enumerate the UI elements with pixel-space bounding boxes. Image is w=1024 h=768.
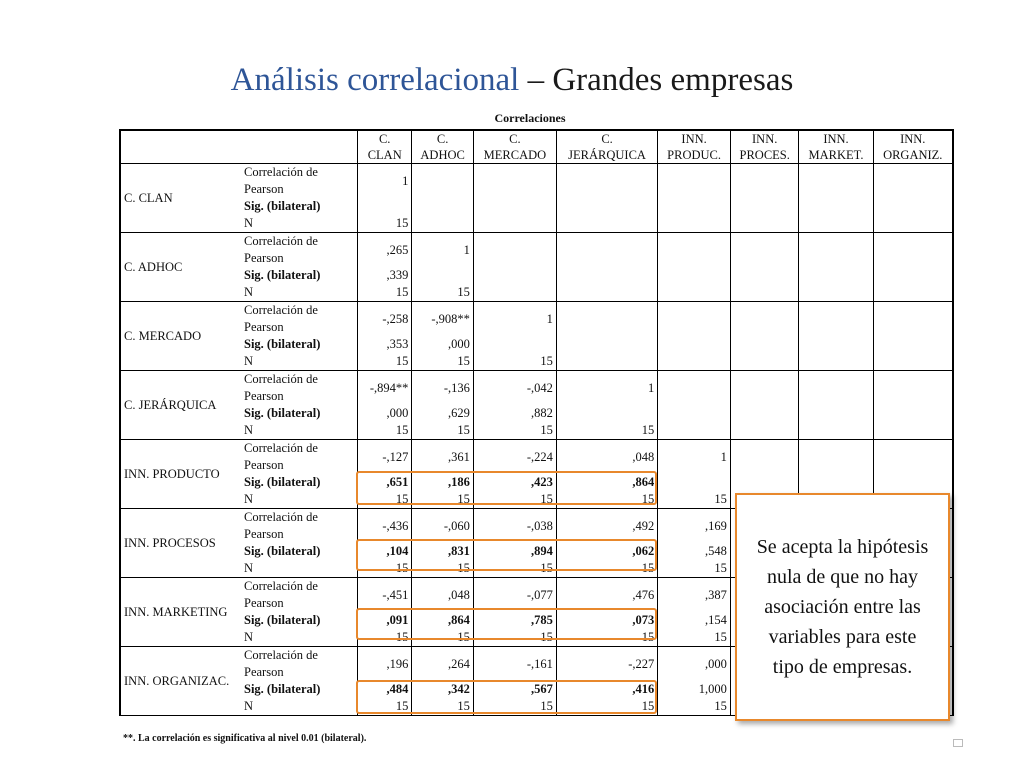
cell-value [730, 440, 799, 475]
cell-value: 15 [556, 422, 657, 440]
cell-value: ,048 [556, 440, 657, 475]
cell-value [873, 284, 953, 302]
cell-value [473, 164, 556, 199]
cell-value: ,000 [358, 405, 412, 422]
cell-value: ,000 [412, 336, 473, 353]
column-header [658, 130, 731, 164]
column-header-line: JERÁRQUICA [568, 148, 646, 162]
cell-value: ,629 [412, 405, 473, 422]
cell-value [799, 474, 873, 491]
cell-value: 1 [412, 233, 473, 268]
cell-value: 15 [556, 698, 657, 716]
cell-value [556, 353, 657, 371]
cell-value: ,476 [556, 578, 657, 613]
cell-value: ,073 [556, 612, 657, 629]
column-header-line: INN. [752, 132, 778, 146]
cell-value [873, 336, 953, 353]
table-row [120, 284, 953, 302]
cell-value: ,361 [412, 440, 473, 475]
table-row [120, 198, 953, 215]
cell-value [799, 440, 873, 475]
column-header-line: MERCADO [483, 148, 547, 162]
cell-value [730, 164, 799, 199]
cell-value: 15 [412, 353, 473, 371]
cell-value: -,077 [473, 578, 556, 613]
cell-value [873, 422, 953, 440]
cell-value: ,785 [473, 612, 556, 629]
cell-value [412, 267, 473, 284]
cell-value [799, 198, 873, 215]
row-label: INN. ORGANIZAC. [120, 647, 241, 716]
cell-value: 15 [473, 422, 556, 440]
stat-label: Sig. (bilateral) [241, 405, 358, 422]
cell-value: ,264 [412, 647, 473, 682]
row-label: INN. PROCESOS [120, 509, 241, 578]
column-header [473, 130, 556, 164]
table-row [120, 353, 953, 371]
cell-value: 15 [358, 422, 412, 440]
cell-value [873, 474, 953, 491]
cell-value [556, 164, 657, 199]
cell-value [873, 233, 953, 268]
cell-value [730, 353, 799, 371]
table-row [120, 440, 953, 475]
cell-value [358, 198, 412, 215]
column-header-line: CLAN [367, 148, 402, 162]
column-header-line: C. [509, 132, 521, 146]
cell-value [658, 474, 731, 491]
cell-value: ,567 [473, 681, 556, 698]
cell-value: ,339 [358, 267, 412, 284]
cell-value: ,154 [658, 612, 731, 629]
cell-value: ,353 [358, 336, 412, 353]
cell-value: ,048 [412, 578, 473, 613]
cell-value: 15 [358, 284, 412, 302]
cell-value [556, 405, 657, 422]
highlight-box-organizac [356, 680, 657, 714]
cell-value [556, 284, 657, 302]
cell-value: 15 [358, 629, 412, 647]
column-header [412, 130, 473, 164]
cell-value: ,831 [412, 543, 473, 560]
cell-value [873, 371, 953, 406]
cell-value: 15 [412, 698, 473, 716]
cell-value [556, 302, 657, 337]
cell-value: 15 [658, 491, 731, 509]
cell-value: ,492 [556, 509, 657, 544]
column-header-line: PROCES. [739, 148, 790, 162]
cell-value [412, 198, 473, 215]
cell-value [873, 405, 953, 422]
row-label: C. CLAN [120, 164, 241, 233]
column-header-line: INN. [900, 132, 926, 146]
cell-value: ,864 [556, 474, 657, 491]
cell-value [730, 233, 799, 268]
cell-value [473, 233, 556, 268]
stat-label: Sig. (bilateral) [241, 267, 358, 284]
cell-value: 15 [556, 560, 657, 578]
cell-value: -,161 [473, 647, 556, 682]
cell-value [658, 164, 731, 199]
cell-value [473, 215, 556, 233]
cell-value [658, 353, 731, 371]
cell-value [658, 302, 731, 337]
cell-value: ,484 [358, 681, 412, 698]
cell-value: 15 [412, 422, 473, 440]
cell-value [799, 353, 873, 371]
cell-value [730, 284, 799, 302]
cell-value [556, 336, 657, 353]
stat-label: N [241, 353, 358, 371]
cell-value: ,864 [412, 612, 473, 629]
cell-value: 1 [358, 164, 412, 199]
cell-value [799, 336, 873, 353]
table-row [120, 302, 953, 337]
cell-value: -,042 [473, 371, 556, 406]
cell-value: 15 [658, 698, 731, 716]
cell-value [473, 336, 556, 353]
page-marker [953, 739, 963, 747]
cell-value [658, 233, 731, 268]
stat-label: Correlación de Pearson [241, 509, 358, 544]
table-row [120, 405, 953, 422]
cell-value: 15 [358, 215, 412, 233]
cell-value: 15 [412, 560, 473, 578]
cell-value [556, 215, 657, 233]
table-footnote: **. La correlación es significativa al nivel 0.01 (bilateral). [123, 733, 367, 744]
cell-value: ,186 [412, 474, 473, 491]
cell-value: 15 [412, 284, 473, 302]
cell-value [658, 284, 731, 302]
cell-value [556, 267, 657, 284]
highlight-box-marketing [356, 608, 657, 640]
cell-value: ,651 [358, 474, 412, 491]
cell-value: 15 [658, 560, 731, 578]
stat-label: Correlación de Pearson [241, 233, 358, 268]
cell-value: 15 [556, 491, 657, 509]
cell-value: ,548 [658, 543, 731, 560]
cell-value [658, 267, 731, 284]
stat-label: Correlación de Pearson [241, 371, 358, 406]
cell-value [412, 164, 473, 199]
highlight-box-procesos [356, 539, 657, 571]
stat-label: Sig. (bilateral) [241, 681, 358, 698]
row-label: INN. MARKETING [120, 578, 241, 647]
column-header [358, 130, 412, 164]
cell-value: 15 [358, 491, 412, 509]
cell-value: ,342 [412, 681, 473, 698]
cell-value: ,416 [556, 681, 657, 698]
cell-value: 15 [473, 629, 556, 647]
cell-value: 15 [358, 698, 412, 716]
cell-value: 15 [412, 491, 473, 509]
cell-value: -,060 [412, 509, 473, 544]
header-corner [120, 130, 358, 164]
cell-value [799, 164, 873, 199]
cell-value [730, 302, 799, 337]
cell-value: 15 [358, 560, 412, 578]
table-row [120, 267, 953, 284]
cell-value [873, 302, 953, 337]
stat-label: N [241, 560, 358, 578]
cell-value: 15 [658, 629, 731, 647]
cell-value [730, 422, 799, 440]
cell-value [799, 302, 873, 337]
cell-value [799, 405, 873, 422]
table-caption: Correlaciones [494, 111, 566, 125]
cell-value [730, 474, 799, 491]
cell-value [873, 215, 953, 233]
table-row [120, 233, 953, 268]
column-header [799, 130, 873, 164]
stat-label: Sig. (bilateral) [241, 474, 358, 491]
cell-value: ,387 [658, 578, 731, 613]
conclusion-callout [735, 493, 950, 721]
stat-label: Sig. (bilateral) [241, 198, 358, 215]
cell-value: 15 [473, 560, 556, 578]
cell-value [799, 284, 873, 302]
cell-value: -,038 [473, 509, 556, 544]
stat-label: Correlación de Pearson [241, 440, 358, 475]
cell-value: -,224 [473, 440, 556, 475]
cell-value [873, 440, 953, 475]
stat-label: N [241, 698, 358, 716]
cell-value [556, 198, 657, 215]
stat-label: Sig. (bilateral) [241, 612, 358, 629]
column-header-line: ORGANIZ. [883, 148, 943, 162]
column-header-line: INN. [823, 132, 849, 146]
cell-value: 15 [473, 491, 556, 509]
cell-value [730, 198, 799, 215]
cell-value: 15 [473, 698, 556, 716]
column-header [873, 130, 953, 164]
cell-value [658, 215, 731, 233]
table-row [120, 164, 953, 199]
cell-value [412, 215, 473, 233]
column-header-line: PRODUC. [667, 148, 721, 162]
cell-value: ,091 [358, 612, 412, 629]
cell-value [658, 371, 731, 406]
cell-value [873, 164, 953, 199]
cell-value: 1,000 [658, 681, 731, 698]
row-label: C. ADHOC [120, 233, 241, 302]
cell-value [658, 405, 731, 422]
highlight-box-producto [356, 471, 657, 505]
cell-value [730, 267, 799, 284]
cell-value: ,882 [473, 405, 556, 422]
column-header-line: INN. [681, 132, 707, 146]
cell-value [658, 422, 731, 440]
column-header-line: MARKET. [808, 148, 864, 162]
cell-value [730, 215, 799, 233]
column-header-line: C. [601, 132, 613, 146]
callout-text: Se acepta la hipótesis nula de que no hay asociación entre las variables para este tipo de empresas. [756, 536, 929, 678]
table-row [120, 422, 953, 440]
cell-value: 1 [473, 302, 556, 337]
cell-value: -,127 [358, 440, 412, 475]
cell-value [473, 284, 556, 302]
cell-value: ,894 [473, 543, 556, 560]
cell-value: -,908** [412, 302, 473, 337]
cell-value: -,136 [412, 371, 473, 406]
cell-value: 15 [473, 353, 556, 371]
stat-label: Correlación de Pearson [241, 164, 358, 199]
table-row [120, 215, 953, 233]
cell-value: -,227 [556, 647, 657, 682]
cell-value: ,265 [358, 233, 412, 268]
cell-value: 1 [658, 440, 731, 475]
column-header-line: ADHOC [420, 148, 465, 162]
cell-value [799, 267, 873, 284]
cell-value [473, 267, 556, 284]
stat-label: Correlación de Pearson [241, 302, 358, 337]
table-row [120, 371, 953, 406]
cell-value [873, 198, 953, 215]
cell-value: -,436 [358, 509, 412, 544]
cell-value [658, 198, 731, 215]
column-header [556, 130, 657, 164]
cell-value: ,104 [358, 543, 412, 560]
stat-label: Correlación de Pearson [241, 647, 358, 682]
cell-value: ,000 [658, 647, 731, 682]
column-header [730, 130, 799, 164]
cell-value [730, 371, 799, 406]
cell-value [730, 336, 799, 353]
row-label: C. JERÁRQUICA [120, 371, 241, 440]
cell-value: ,169 [658, 509, 731, 544]
slide-title [0, 62, 1024, 99]
cell-value: ,196 [358, 647, 412, 682]
title-highlight: Análisis correlacional [230, 62, 520, 98]
cell-value: -,894** [358, 371, 412, 406]
stat-label: N [241, 491, 358, 509]
cell-value [799, 233, 873, 268]
title-rest: – Grandes empresas [519, 62, 794, 98]
cell-value [873, 353, 953, 371]
column-header-line: C. [378, 132, 391, 146]
stat-label: N [241, 422, 358, 440]
cell-value: 1 [556, 371, 657, 406]
row-label: C. MERCADO [120, 302, 241, 371]
column-header-line: C. [436, 132, 449, 146]
cell-value: -,258 [358, 302, 412, 337]
stat-label: N [241, 284, 358, 302]
stat-label: N [241, 629, 358, 647]
cell-value [799, 371, 873, 406]
table-row [120, 336, 953, 353]
stat-label: Sig. (bilateral) [241, 543, 358, 560]
row-label: INN. PRODUCTO [120, 440, 241, 509]
cell-value [556, 233, 657, 268]
cell-value [799, 215, 873, 233]
cell-value: 15 [358, 353, 412, 371]
stat-label: Correlación de Pearson [241, 578, 358, 613]
cell-value: -,451 [358, 578, 412, 613]
cell-value [473, 198, 556, 215]
cell-value [799, 422, 873, 440]
cell-value: 15 [412, 629, 473, 647]
stat-label: N [241, 215, 358, 233]
cell-value: 15 [556, 629, 657, 647]
cell-value [873, 267, 953, 284]
cell-value [658, 336, 731, 353]
cell-value [730, 405, 799, 422]
stat-label: Sig. (bilateral) [241, 336, 358, 353]
table-header-row [120, 130, 953, 164]
cell-value: ,062 [556, 543, 657, 560]
cell-value: ,423 [473, 474, 556, 491]
